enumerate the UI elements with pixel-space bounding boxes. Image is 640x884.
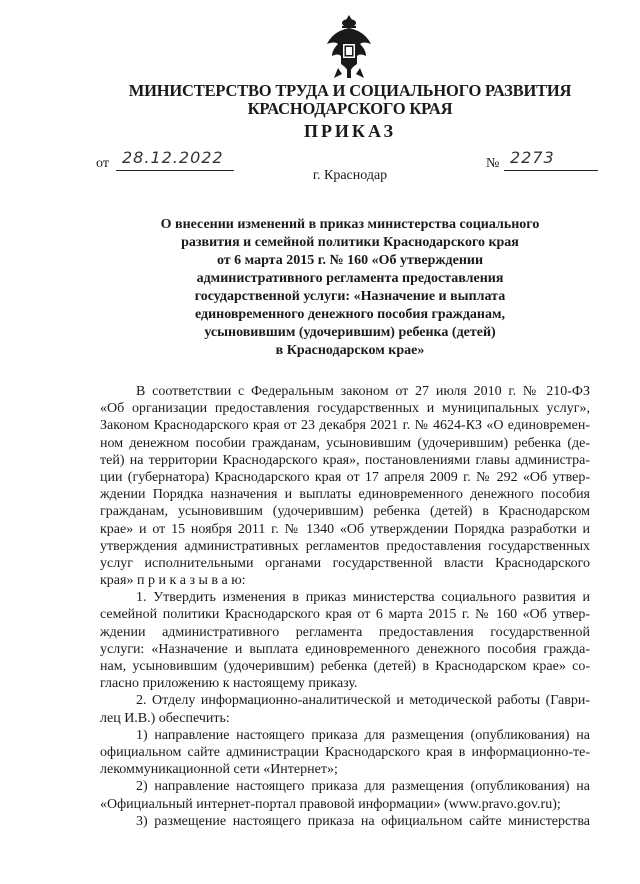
- title-line: усыновившим (удочерившим) ребенка (детей): [204, 325, 496, 340]
- body-line: крае» и от 15 ноября 2011 г. № 1340 «Об утверждении Порядка разработки и: [100, 521, 590, 537]
- body-line: ждении Порядка назначения и выплаты единовременного денежного пособия: [100, 487, 590, 503]
- body-line: ном денежном пособии гражданам, усыновившим (удочерившим) ребенка (де-: [100, 435, 590, 451]
- body-line: «Об организации предоставления государственных и муниципальных услуг»,: [100, 401, 590, 417]
- title-line: развития и семейной политики Краснодарского края: [181, 235, 519, 250]
- body-line: Законом Краснодарского края от 23 декабря 2021 г. № 4624-КЗ «О единовремен-: [100, 418, 590, 434]
- ministry-line-1: МИНИСТЕРСТВО ТРУДА И СОЦИАЛЬНОГО РАЗВИТИЯ: [128, 81, 572, 100]
- body-line: «Официальный интернет-портал правовой информации» (www.pravo.gov.ru);: [100, 796, 561, 812]
- body-line: утверждения административных регламентов предоставления государственных: [100, 538, 590, 554]
- title-line: от 6 марта 2015 г. № 160 «Об утверждении: [216, 253, 484, 268]
- body-line: услуги: «Назначение и выплата единовременного денежного пособия гражда-: [100, 641, 590, 657]
- body-line: семейной политики Краснодарского края от 6 марта 2015 г. № 160 «Об утвер-: [100, 607, 590, 623]
- title-line: в Краснодарском крае»: [275, 343, 425, 358]
- body-line: ции (губернатора) Краснодарского края от 17 апреля 2009 г. № 292 «Об утвер-: [100, 469, 590, 485]
- order-body: [100, 383, 590, 830]
- body-line: лекоммуникационной сети «Интернет»;: [100, 762, 338, 778]
- body-line: 1) направление настоящего приказа для размещения (опубликования) на: [136, 727, 590, 743]
- coat-of-arms-emblem: [324, 14, 374, 80]
- document-type: ПРИКАЗ: [303, 121, 397, 141]
- body-line: 2) направление настоящего приказа для размещения (опубликования) на: [136, 779, 590, 795]
- order-date: 28.12.2022: [116, 148, 234, 171]
- body-line: официальном сайте администрации Краснодарского края в информационно-те-: [100, 744, 590, 760]
- body-line: края» п р и к а з ы в а ю:: [100, 573, 246, 589]
- number-prefix: №: [486, 156, 500, 171]
- ministry-name: [100, 82, 600, 118]
- body-line: 2. Отделу информационно-аналитической и методической работы (Гаври-: [136, 693, 590, 709]
- city: г. Краснодар: [312, 168, 388, 183]
- title-line: государственной услуги: «Назначение и выплата: [194, 289, 506, 304]
- body-line: услуг исполнительными органами государственной власти Краснодарского: [100, 555, 590, 571]
- body-line: тей) на территории Краснодарского края», постановлениями главы администра-: [100, 452, 590, 468]
- ministry-line-2: КРАСНОДАРСКОГО КРАЯ: [247, 99, 453, 118]
- body-line: 3) размещение настоящего приказа на официальном сайте министерства: [136, 813, 590, 829]
- title-line: О внесении изменений в приказ министерства социального: [160, 217, 540, 232]
- order-number: 2273: [504, 148, 598, 171]
- body-line: нам, усыновившим (удочерившим) ребенка (детей) в Краснодарском крае» со-: [100, 659, 590, 674]
- body-line: ждении административного регламента предоставления государственной: [100, 624, 590, 640]
- body-line: лец И.В.) обеспечить:: [100, 710, 230, 726]
- title-line: единовременного денежного пособия гражданам,: [194, 307, 506, 322]
- date-prefix: от: [96, 156, 109, 171]
- order-title: [120, 216, 580, 360]
- body-line: гласно приложению к настоящему приказу.: [100, 676, 358, 692]
- title-line: административного регламента предоставления: [196, 271, 504, 286]
- body-line: гражданам, усыновившим (удочерившим) ребенка (детей) в Краснодарском: [100, 504, 590, 520]
- body-line: 1. Утвердить изменения в приказ министерства социального развития и: [136, 590, 590, 606]
- body-line: В соответствии с Федеральным законом от 27 июля 2010 г. № 210-ФЗ: [136, 384, 590, 399]
